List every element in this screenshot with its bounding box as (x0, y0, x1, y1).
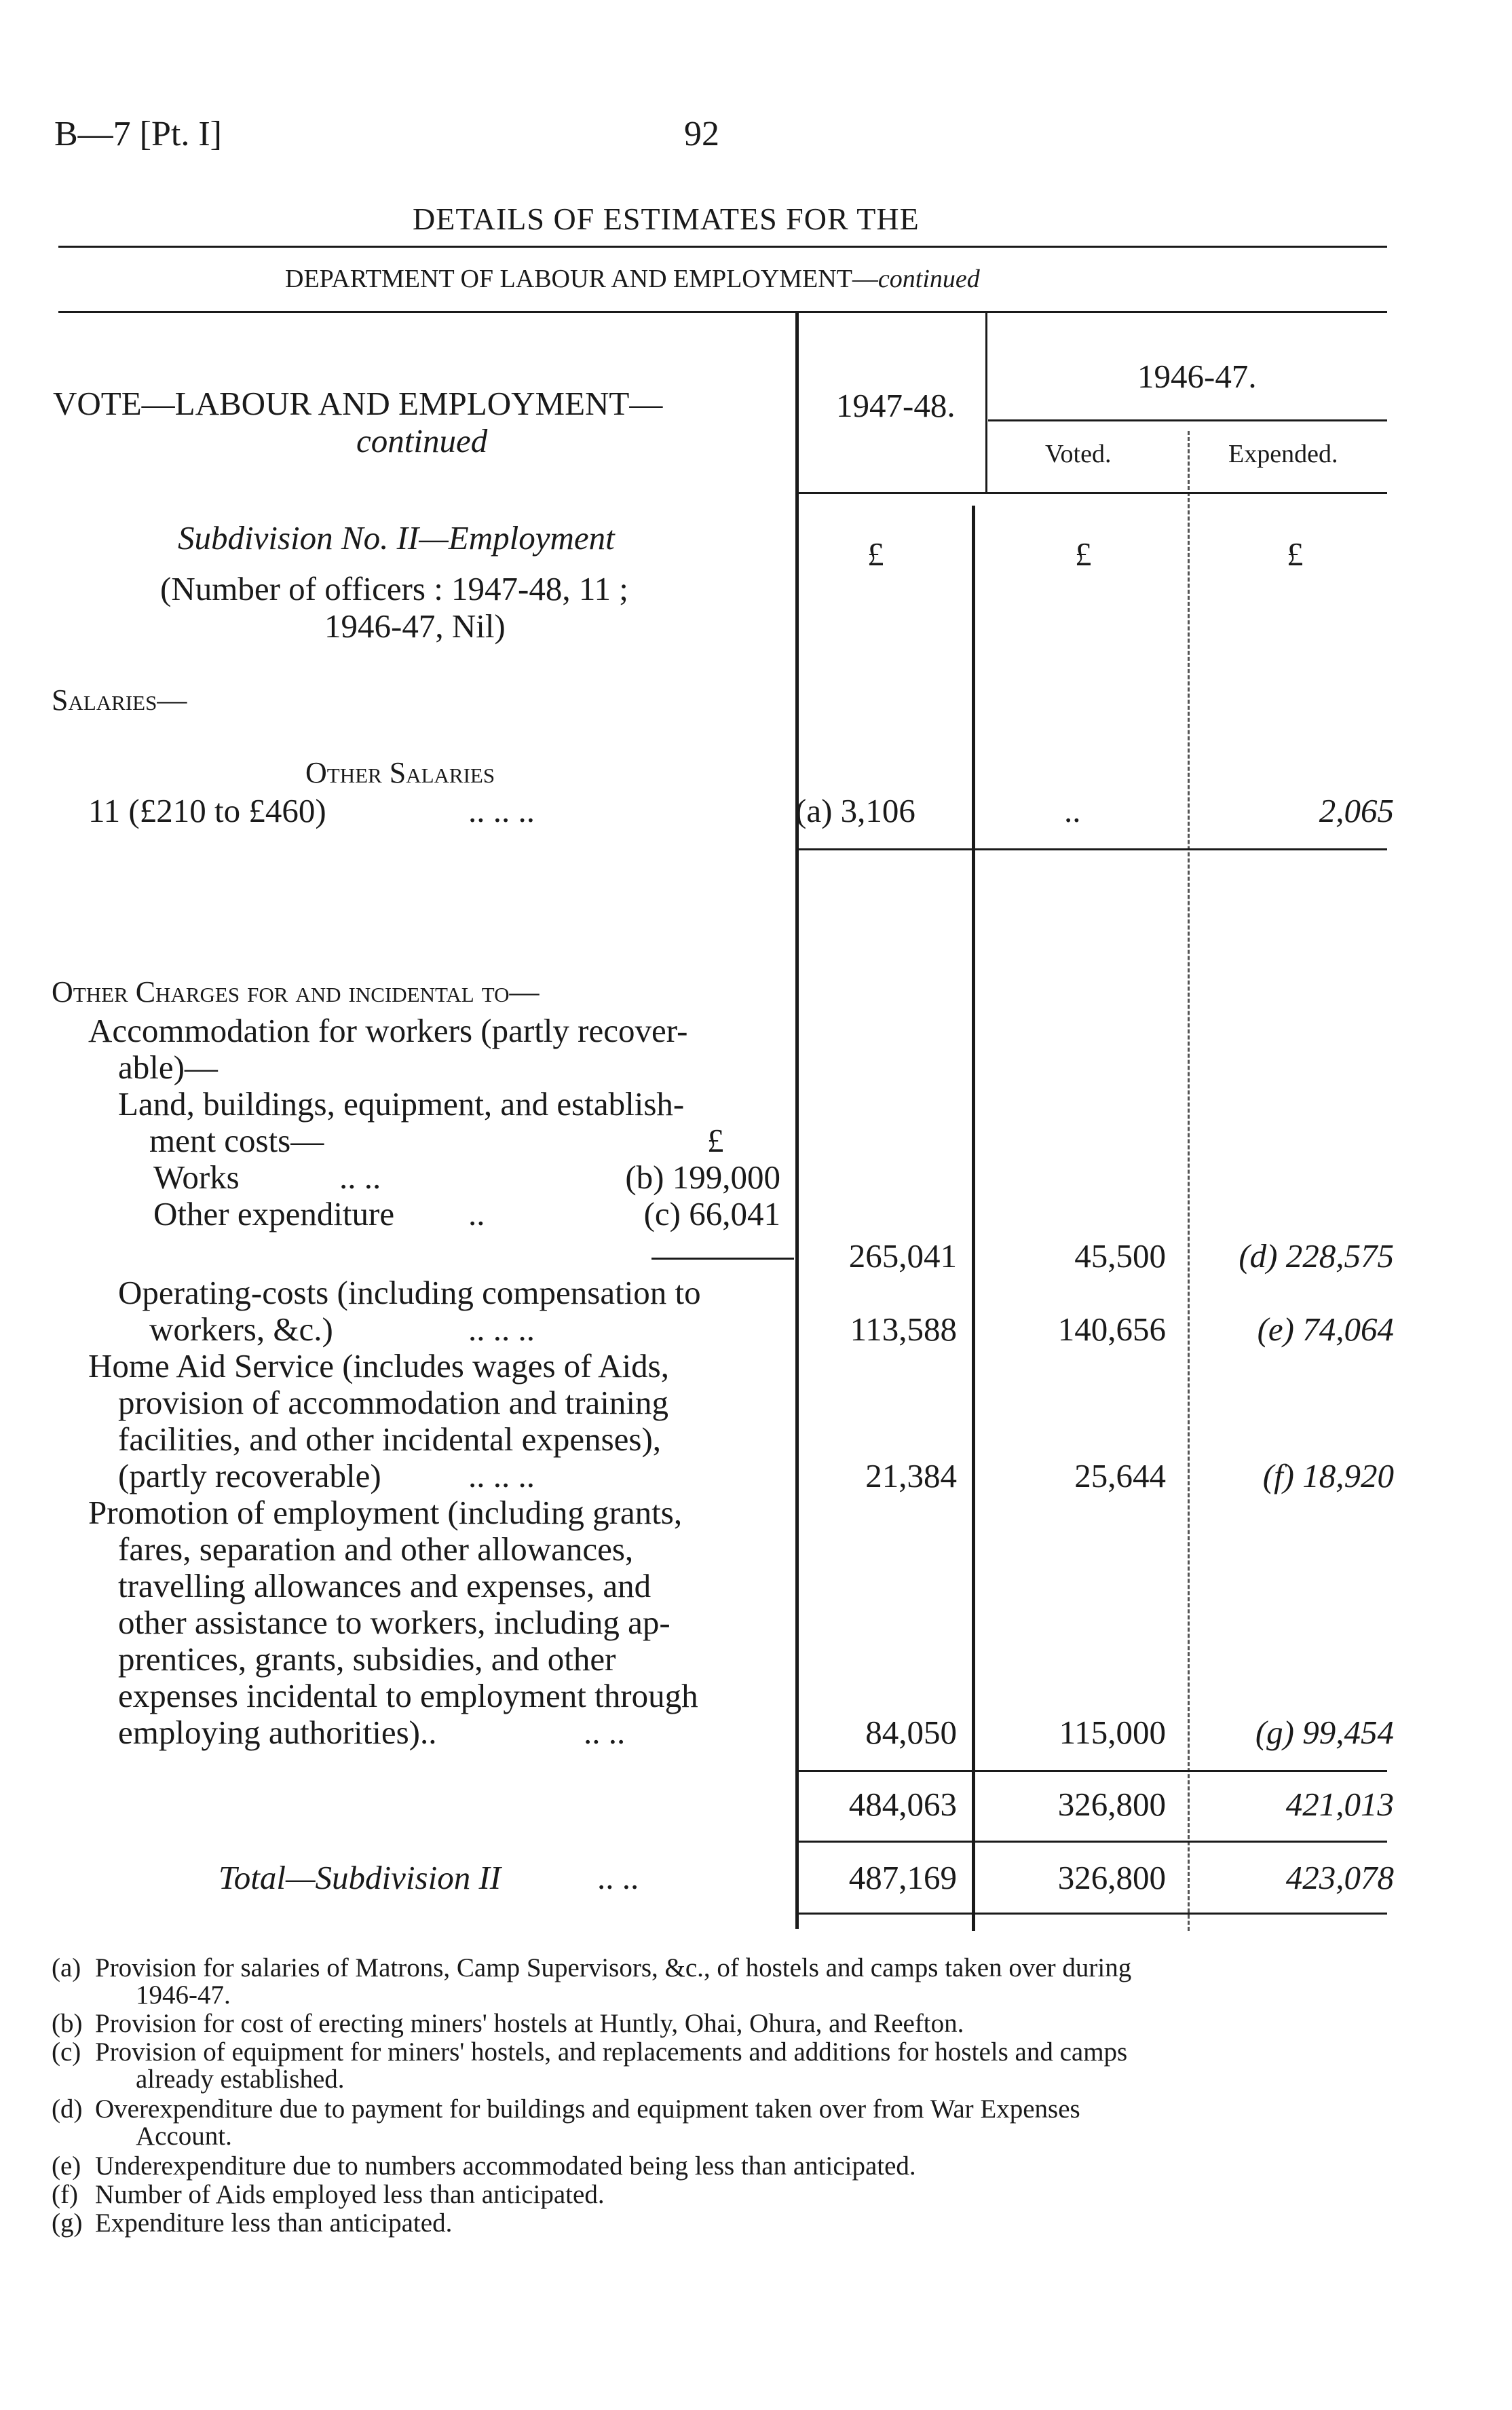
op-line1: Operating-costs (including compensation to (118, 1274, 701, 1311)
salaries-row-dots: .. .. .. (468, 792, 535, 829)
promo-voted: 115,000 (1059, 1714, 1166, 1751)
accom-expended: 228,575 (1285, 1237, 1394, 1275)
footnote-b-text: Provision for cost of erecting miners' hostels at Huntly, Ohai, Ohura, and Reefton. (95, 2009, 964, 2038)
col-voted-header: Voted. (1045, 440, 1112, 468)
promo-dots: .. .. (584, 1714, 626, 1751)
op-expended-note: (e) (1257, 1311, 1294, 1348)
currency-expended: £ (1287, 535, 1304, 573)
page-subtitle (285, 266, 980, 292)
accom-voted: 45,500 (1074, 1237, 1166, 1275)
accom-line2: able)— (118, 1049, 218, 1086)
col-rule-1947-head (985, 312, 987, 494)
promo-expended: 99,454 (1302, 1714, 1394, 1751)
footnote-f-mark: (f) (52, 2180, 78, 2209)
col-rule-label (795, 312, 799, 1929)
footnote-e-mark: (e) (52, 2151, 81, 2181)
col-rule-voted (1188, 431, 1190, 1931)
accom-subtotal-rule (651, 1258, 794, 1260)
works-label: Works (153, 1159, 240, 1196)
page-number: 92 (684, 115, 719, 153)
promo-line2: fares, separation and other allowances, (118, 1530, 634, 1568)
home-voted: 25,644 (1074, 1457, 1166, 1494)
officers-line2: 1946-47, Nil) (324, 607, 506, 645)
vote-title: VOTE—LABOUR AND EMPLOYMENT— (53, 385, 663, 422)
total-dots: .. .. (597, 1859, 639, 1896)
home-line2: provision of accommodation and training (118, 1384, 669, 1421)
rule-1946-split (988, 419, 1387, 421)
op-1947: 113,588 (850, 1311, 957, 1348)
home-line1: Home Aid Service (includes wages of Aids, (88, 1347, 669, 1385)
other-salaries-heading: Other Salaries (305, 756, 495, 789)
other-exp-label: Other expenditure (153, 1195, 395, 1232)
home-line4: (partly recoverable) (118, 1457, 381, 1494)
land-line1: Land, buildings, equipment, and establish- (118, 1085, 685, 1123)
other-exp-value: (c) 66,041 (643, 1195, 780, 1232)
footnote-d-text: Overexpenditure due to payment for buildings and equipment taken over from War Expenses (95, 2094, 1080, 2124)
op-dots: .. .. .. (468, 1311, 535, 1348)
promo-line6: expenses incidental to employment through (118, 1677, 698, 1714)
op-expended: 74,064 (1302, 1311, 1394, 1348)
rule-header-bottom (799, 492, 1387, 494)
footnote-g-text: Expenditure less than anticipated. (95, 2208, 453, 2238)
home-expended-note: (f) (1262, 1457, 1294, 1494)
promo-line1: Promotion of employment (including grants, (88, 1494, 683, 1531)
footnote-f-text: Number of Aids employed less than anticipated. (95, 2180, 605, 2209)
page-ref: B—7 [Pt. I] (54, 115, 222, 153)
home-line3: facilities, and other incidental expenses), (118, 1420, 662, 1458)
col-1946-header: 1946-47. (1137, 358, 1257, 395)
accom-expended-cell (1194, 1239, 1394, 1273)
salaries-expended: 2,065 (1319, 792, 1394, 829)
subtitle-main: DEPARTMENT OF LABOUR AND EMPLOYMENT— (285, 265, 878, 293)
land-line2: ment costs— (149, 1122, 324, 1159)
home-expended: 18,920 (1302, 1457, 1394, 1494)
footnote-a-mark: (a) (52, 1953, 81, 1982)
col-rule-1947 (972, 506, 975, 1931)
other-charges-heading: Other Charges for and incidental to— (52, 975, 540, 1009)
title-rule (58, 246, 1387, 248)
home-dots: .. .. .. (468, 1457, 535, 1494)
footnote-a-cont: 1946-47. (136, 1980, 231, 2010)
accom-1947: 265,041 (848, 1237, 957, 1275)
officers-line1: (Number of officers : 1947-48, 11 ; (160, 570, 628, 607)
works-value: (b) 199,000 (625, 1159, 780, 1196)
total-1947: 487,169 (848, 1859, 957, 1896)
currency-1947: £ (867, 535, 884, 573)
total-label: Total—Subdivision II (219, 1859, 502, 1896)
op-voted: 140,656 (1057, 1311, 1166, 1348)
op-expended-cell (1194, 1313, 1394, 1346)
footnote-c-cont: already established. (136, 2065, 345, 2094)
promo-line5: prentices, grants, subsidies, and other (118, 1640, 616, 1678)
subdivision-title: Subdivision No. II—Employment (178, 519, 615, 557)
vote-continued: continued (356, 422, 488, 459)
footnote-d-cont: Account. (136, 2122, 232, 2151)
total-voted: 326,800 (1057, 1859, 1166, 1896)
subtotal-voted: 326,800 (1057, 1786, 1166, 1823)
other-exp-dots: .. (468, 1195, 485, 1232)
col-expended-header: Expended. (1228, 440, 1338, 468)
subtitle-continued: continued (877, 265, 980, 293)
footnote-a-text: Provision for salaries of Matrons, Camp Supervisors, &c., of hostels and camps taken over during (95, 1953, 1132, 1982)
col-1947-header: 1947-48. (836, 387, 956, 424)
page-title: DETAILS OF ESTIMATES FOR THE (413, 202, 920, 236)
salaries-voted: .. (1064, 792, 1081, 829)
accom-line1: Accommodation for workers (partly recover- (88, 1012, 688, 1049)
footnote-b-mark: (b) (52, 2009, 83, 2038)
subtotal-expended: 421,013 (1285, 1786, 1394, 1823)
promo-expended-note: (g) (1255, 1714, 1294, 1751)
promo-line3: travelling allowances and expenses, and (118, 1567, 651, 1604)
land-pound: £ (707, 1122, 724, 1159)
footnote-c-mark: (c) (52, 2037, 81, 2067)
promo-line7: employing authorities).. (118, 1714, 437, 1751)
salaries-1947: (a) 3,106 (795, 792, 915, 829)
home-expended-cell (1194, 1459, 1394, 1492)
subtotal-rule-bottom (799, 1841, 1387, 1843)
promo-1947: 84,050 (865, 1714, 957, 1751)
promo-expended-cell (1194, 1716, 1394, 1749)
works-dots: .. .. (339, 1159, 381, 1196)
subtotal-1947: 484,063 (848, 1786, 957, 1823)
footnote-g-mark: (g) (52, 2208, 83, 2238)
op-line2: workers, &c.) (149, 1311, 333, 1348)
home-1947: 21,384 (865, 1457, 957, 1494)
currency-voted: £ (1075, 535, 1092, 573)
promo-line4: other assistance to workers, including ap- (118, 1604, 670, 1641)
footnote-e-text: Underexpenditure due to numbers accommodated being less than anticipated. (95, 2151, 916, 2181)
subtotal-rule-top (799, 1770, 1387, 1772)
salaries-row-label: 11 (£210 to £460) (88, 792, 326, 829)
subtitle-rule (58, 311, 1387, 313)
accom-expended-note: (d) (1239, 1237, 1278, 1275)
footnote-d-mark: (d) (52, 2094, 83, 2124)
total-expended: 423,078 (1285, 1859, 1394, 1896)
footnote-c-text: Provision of equipment for miners' hostels, and replacements and additions for hostels and camps (95, 2037, 1128, 2067)
total-rule-bottom (799, 1913, 1387, 1915)
salaries-heading: Salaries— (52, 683, 187, 717)
salaries-rule (799, 848, 1387, 850)
